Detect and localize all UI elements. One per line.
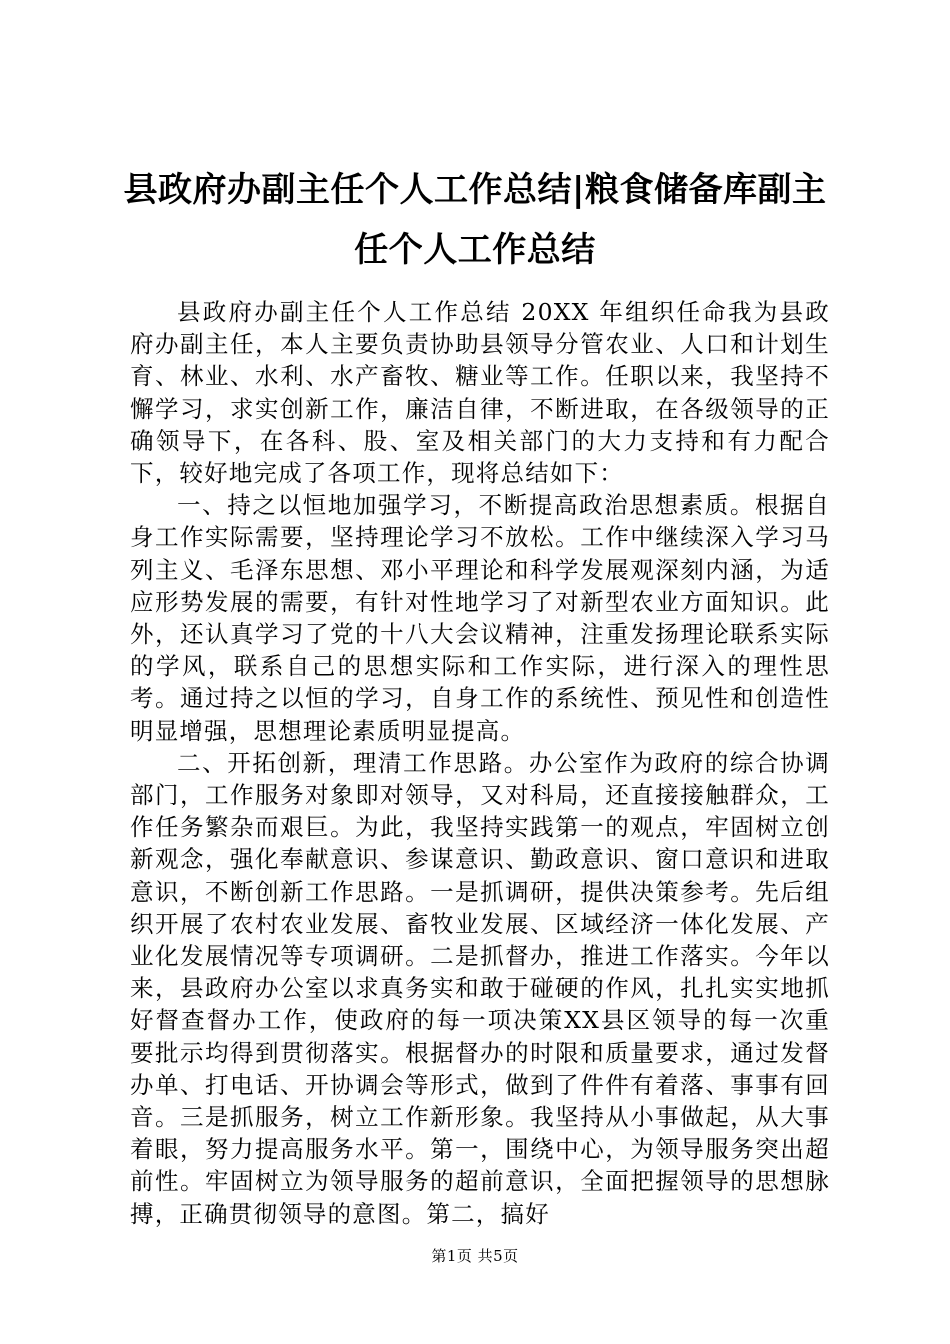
document-body — [130, 296, 830, 1230]
paragraph-intro: 县政府办副主任个人工作总结 20XX 年组织任命我为县政府办副主任，本人主要负责协助县领导分管农业、人口和计划生育、林业、水利、水产畜牧、糖业等工作。任职以来，我坚持不懈学习，求实创新工作，廉洁自律，不断进取，在各级领导的正确领导下，在各科、股、室及相关部门的大力支持和有力配合下，较好地完成了各项工作，现将总结如下： — [130, 298, 830, 488]
paragraph-study: 一、持之以恒地加强学习，不断提高政治思想素质。根据自身工作实际需要，坚持理论学习不放松。工作中继续深入学习马列主义、毛泽东思想、邓小平理论和科学发展观深刻内涵，为适应形势发展的需要，有针对性地学习了对新型农业方面知识。此外，还认真学习了党的十八大会议精神，注重发扬理论联系实际的学风，联系自己的思想实际和工作实际，进行深入的理性思考。通过持之以恒的学习，自身工作的系统性、预见性和创造性明显增强，思想理论素质明显提高。 — [130, 491, 830, 745]
page-title: 县政府办副主任个人工作总结|粮食储备库副主任个人工作总结 — [123, 170, 827, 270]
page-footer: 第1页 共5页 — [431, 1247, 519, 1265]
paragraph-innovation: 二、开拓创新，理清工作思路。办公室作为政府的综合协调部门，工作服务对象即对领导，又对科局，还直接接触群众，工作任务繁杂而艰巨。为此，我坚持实践第一的观点，牢固树立创新观念，强化奉献意识、参谋意识、勤政意识、窗口意识和进取意识，不断创新工作思路。一是抓调研，提供决策参考。先后组织开展了农村农业发展、畜牧业发展、区域经济一体化发展、产业化发展情况等专项调研。二是抓督办，推进工作落实。今年以来，县政府办公室以求真务实和敢于碰硬的作风，扎扎实实地抓好督查督办工作，使政府的每一项决策XX县区领导的每一次重要批示均得到贯彻落实。根据督办的时限和质量要求，通过发督办单、打电话、开协调会等形式，做到了件件有着落、事事有回音。三是抓服务，树立工作新形象。我坚持从小事做起，从大事着眼，努力提高服务水平。第一，围绕中心，为领导服务突出超前性。牢固树立为领导服务的超前意识，全面把握领导的思想脉搏，正确贯彻领导的意图。第二，搞好 — [130, 748, 830, 1228]
